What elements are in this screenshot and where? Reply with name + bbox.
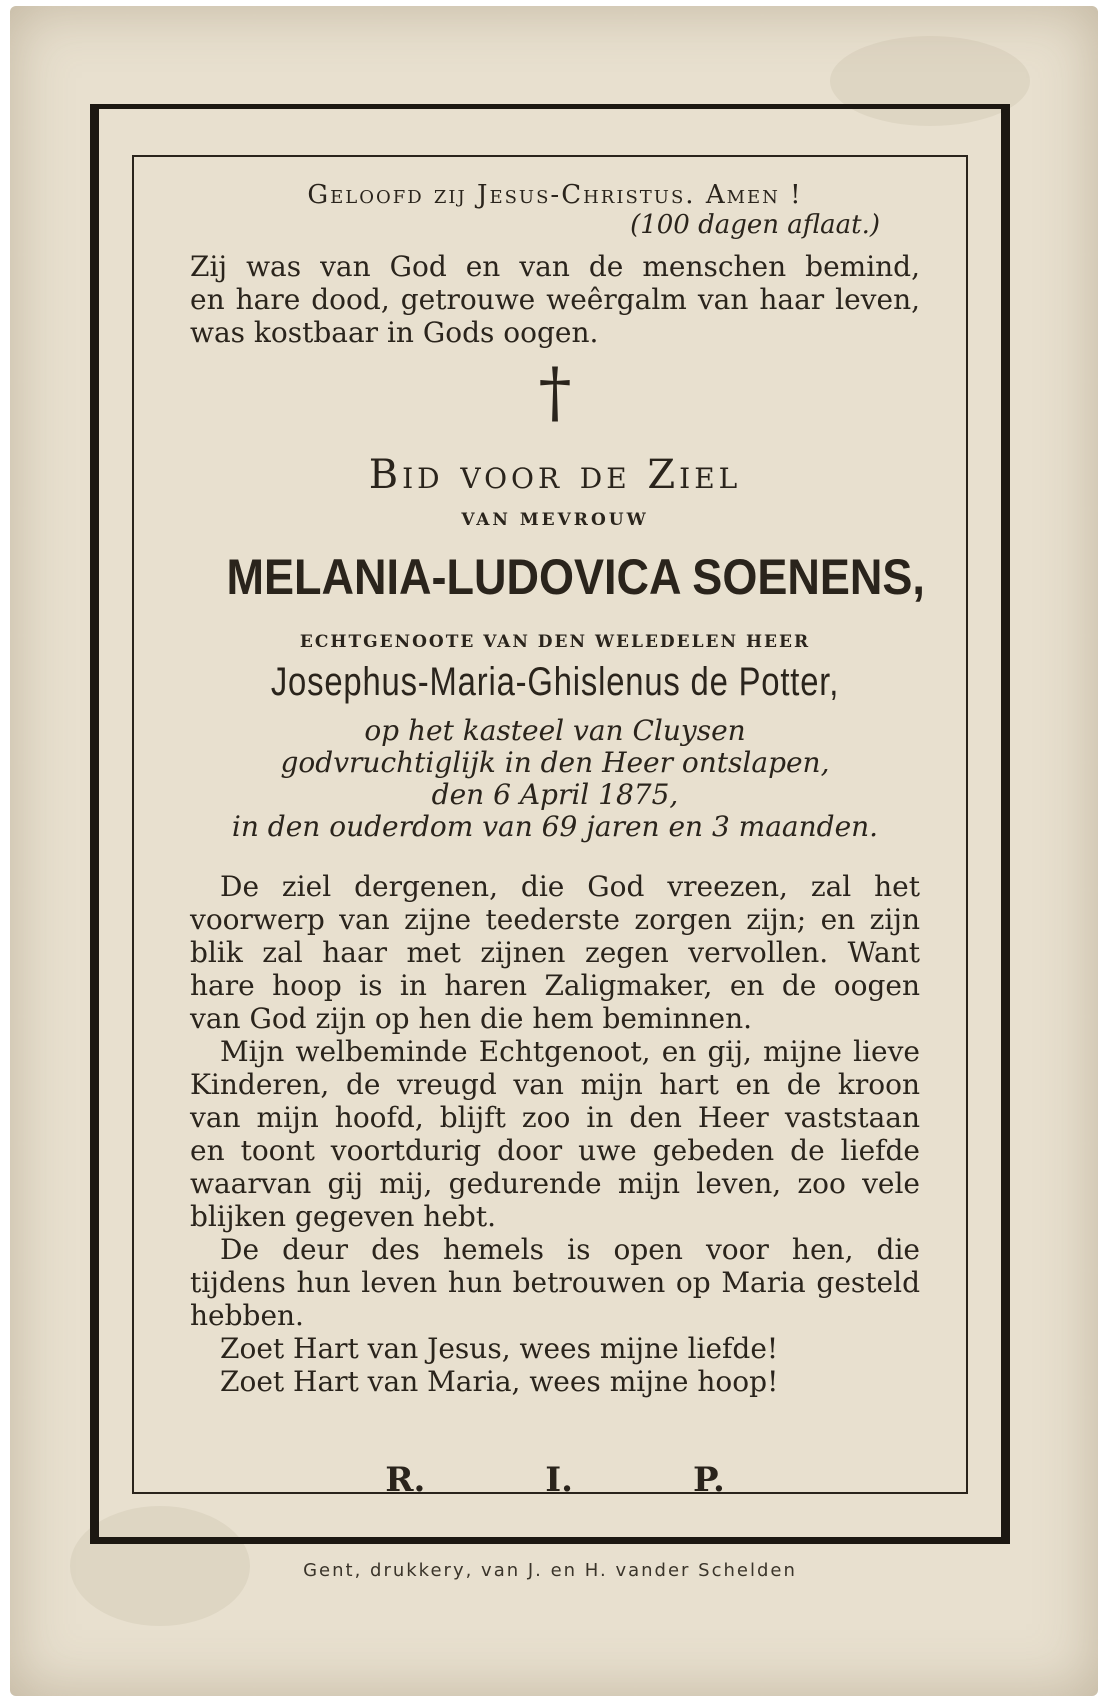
spouse-intro: ECHTGENOOTE VAN DEN WELEDELEN HEER [299, 632, 811, 652]
body-line: Kinderen, de vreugd van mijn hart en de kroon [190, 1068, 920, 1101]
indulgence-note: (100 dagen aflaat.) [630, 210, 880, 240]
body-line: De ziel dergenen, die God vreezen, zal het [220, 870, 920, 903]
intro-paragraph [190, 250, 920, 349]
body-line: van mijn hoofd, blijft zoo in den Heer vaststaan [190, 1101, 920, 1134]
body-line: De deur des hemels is open voor hen, die [220, 1233, 920, 1266]
intro-line: en hare dood, getrouwe weêrgalm van haar leven, [190, 283, 920, 316]
body-line: en toont voortdurig door uwe gebeden de liefde [190, 1134, 920, 1167]
van-mevrouw: VAN MEVROUW [461, 510, 649, 530]
death-date: den 6 April 1875, [431, 778, 679, 811]
rip-letter: P. [693, 1460, 725, 1500]
death-age: in den ouderdom van 69 jaren en 3 maanden. [231, 810, 879, 843]
body-line: voorwerp van zijne teederste zorgen zijn; en zijn [190, 903, 920, 936]
body-line: hebben. [190, 1299, 304, 1332]
body-line: blik zal haar met zijnen zegen vervollen. Want [190, 936, 920, 969]
rip-letter: R. [385, 1460, 426, 1500]
body-paragraphs [190, 870, 920, 1398]
body-line: hare hoop is in haren Zaligmaker, en de oogen [190, 969, 920, 1002]
rip-line [190, 1460, 920, 1500]
body-line: waarvan gij mij, gedurende mijn leven, zoo vele [190, 1167, 920, 1200]
intro-line: Zij was van God en van de menschen bemind, [190, 250, 920, 283]
body-line: blijken gegeven hebt. [190, 1200, 496, 1233]
death-place: op het kasteel van Cluysen [364, 714, 746, 747]
body-line: tijdens hun leven hun betrouwen op Maria gesteld [190, 1266, 920, 1299]
header-line-1: Geloofd zij Jesus-Christus. Amen ! [307, 180, 803, 210]
bid-title: Bid voor de Ziel [368, 452, 742, 498]
card-content [190, 180, 925, 1500]
death-statement: godvruchtiglijk in den Heer ontslapen, [280, 746, 830, 779]
body-line: van God zijn op hen die hem beminnen. [190, 1002, 753, 1035]
cross-icon: † [538, 354, 572, 431]
deceased-name: MELANIA-LUDOVICA SOENENS, [226, 549, 925, 605]
body-line: Mijn welbeminde Echtgenoot, en gij, mijne lieve [220, 1035, 920, 1068]
prayer-line: Zoet Hart van Maria, wees mijne hoop! [220, 1365, 779, 1398]
rip-letter: I. [545, 1460, 574, 1500]
printer-imprint: Gent, drukkery, van J. en H. vander Schelden [303, 1560, 797, 1581]
spouse-name: Josephus-Maria-Ghislenus de Potter, [270, 660, 840, 704]
intro-line: was kostbaar in Gods oogen. [190, 316, 599, 349]
prayer-line: Zoet Hart van Jesus, wees mijne liefde! [220, 1332, 779, 1365]
